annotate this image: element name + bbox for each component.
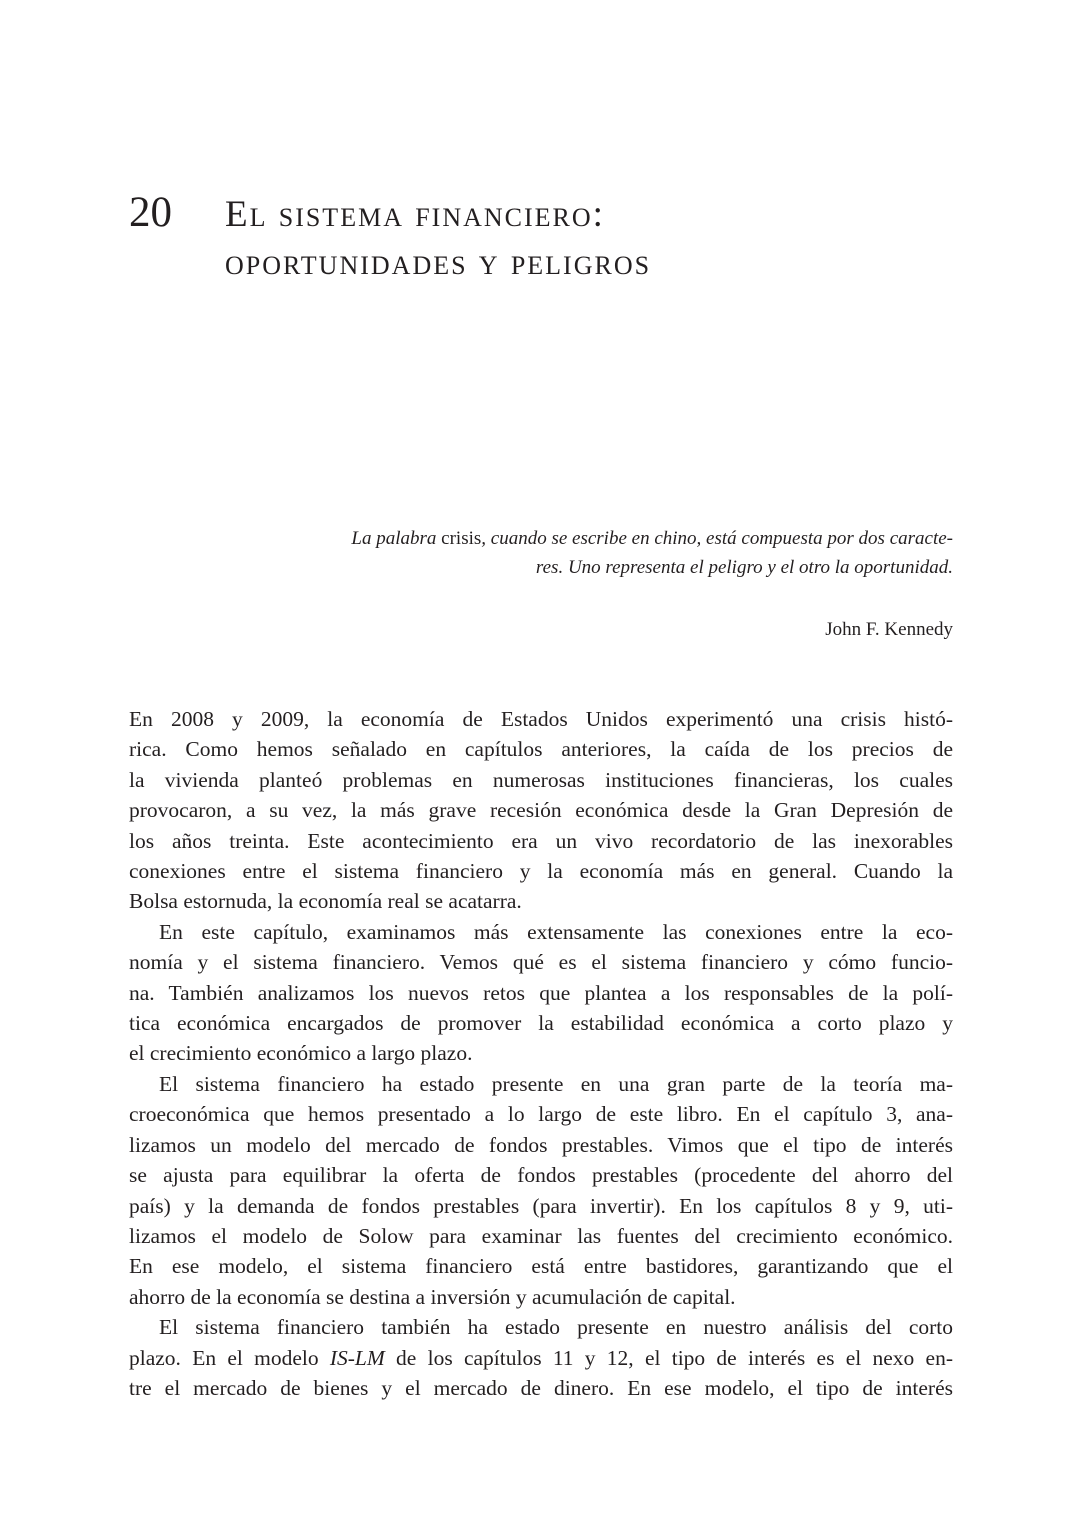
text-line: país) y la demanda de fondos prestables (para invertir). En los capítulos 8 y 9, uti- [129, 1193, 953, 1218]
text-line: ahorro de la economía se destina a inversión y acumulación de capital. [129, 1284, 736, 1309]
text-line: tica económica encargados de promover la estabilidad económica a corto plazo y [129, 1011, 953, 1036]
text-line [129, 1343, 953, 1373]
chapter-number: 20 [129, 189, 172, 236]
text-line: croeconómica que hemos presentado a lo largo de este libro. En el capítulo 3, ana- [129, 1102, 953, 1127]
text-line: los años treinta. Este acontecimiento era un vivo recordatorio de las inexorables [129, 828, 953, 853]
text-line: nomía y el sistema financiero. Vemos qué es el sistema financiero y cómo funcio- [129, 950, 953, 975]
text-line: tre el mercado de bienes y el mercado de dinero. En ese modelo, el tipo de interés [129, 1375, 953, 1400]
paragraph-4 [129, 1312, 953, 1403]
model-name-is-lm: IS-LM [329, 1345, 385, 1370]
epigraph-word-crisis: crisis [436, 528, 482, 549]
text-line: En ese modelo, el sistema financiero está entre bastidores, garantizando que el [129, 1254, 953, 1279]
epigraph-text: La palabra [351, 528, 437, 549]
text-line: lizamos el modelo de Solow para examinar las fuentes del crecimiento económico. [129, 1223, 953, 1248]
paragraph-3 [129, 1069, 953, 1312]
epigraph-author: John F. Kennedy [825, 619, 953, 640]
epigraph-line-1 [300, 524, 953, 553]
text-line: la vivienda planteó problemas en numerosas instituciones financieras, los cuales [129, 767, 953, 792]
text-line: se ajusta para equilibrar la oferta de fondos prestables (procedente del ahorro del [129, 1163, 953, 1188]
text-line: conexiones entre el sistema financiero y la economía más en general. Cuando la [129, 859, 953, 884]
body-text [129, 704, 953, 1403]
chapter-title-line-1: El sistema financiero: [225, 194, 605, 235]
text-line: El sistema financiero ha estado presente en una gran parte de la teoría ma- [159, 1071, 953, 1096]
text-line: na. También analizamos los nuevos retos que plantea a los responsables de la polí- [129, 980, 953, 1005]
text-line: El sistema financiero también ha estado presente en nuestro análisis del corto [159, 1315, 953, 1340]
chapter-title-line-2: oportunidades y peligros [225, 242, 652, 283]
text-line: el crecimiento económico a largo plazo. [129, 1041, 473, 1066]
epigraph [300, 524, 953, 582]
text-run: plazo. En el modelo [129, 1345, 330, 1370]
paragraph-1 [129, 704, 953, 917]
text-line: En este capítulo, examinamos más extensamente las conexiones entre la eco- [159, 919, 953, 944]
paragraph-2 [129, 917, 953, 1069]
text-line: rica. Como hemos señalado en capítulos anteriores, la caída de los precios de [129, 737, 953, 762]
epigraph-text: , cuando se escribe en chino, está compuesta por dos caracte- [481, 528, 953, 549]
chapter-title [225, 191, 651, 287]
text-line: Bolsa estornuda, la economía real se acatarra. [129, 889, 522, 914]
text-line: provocaron, a su vez, la más grave recesión económica desde la Gran Depresión de [129, 798, 953, 823]
text-run: de los capítulos 11 y 12, el tipo de interés es el nexo en- [384, 1345, 953, 1370]
text-line: En 2008 y 2009, la economía de Estados Unidos experimentó una crisis histó- [129, 707, 953, 731]
epigraph-line-2: res. Uno representa el peligro y el otro la oportunidad. [535, 557, 953, 578]
text-line: lizamos un modelo del mercado de fondos prestables. Vimos que el tipo de interés [129, 1132, 953, 1157]
